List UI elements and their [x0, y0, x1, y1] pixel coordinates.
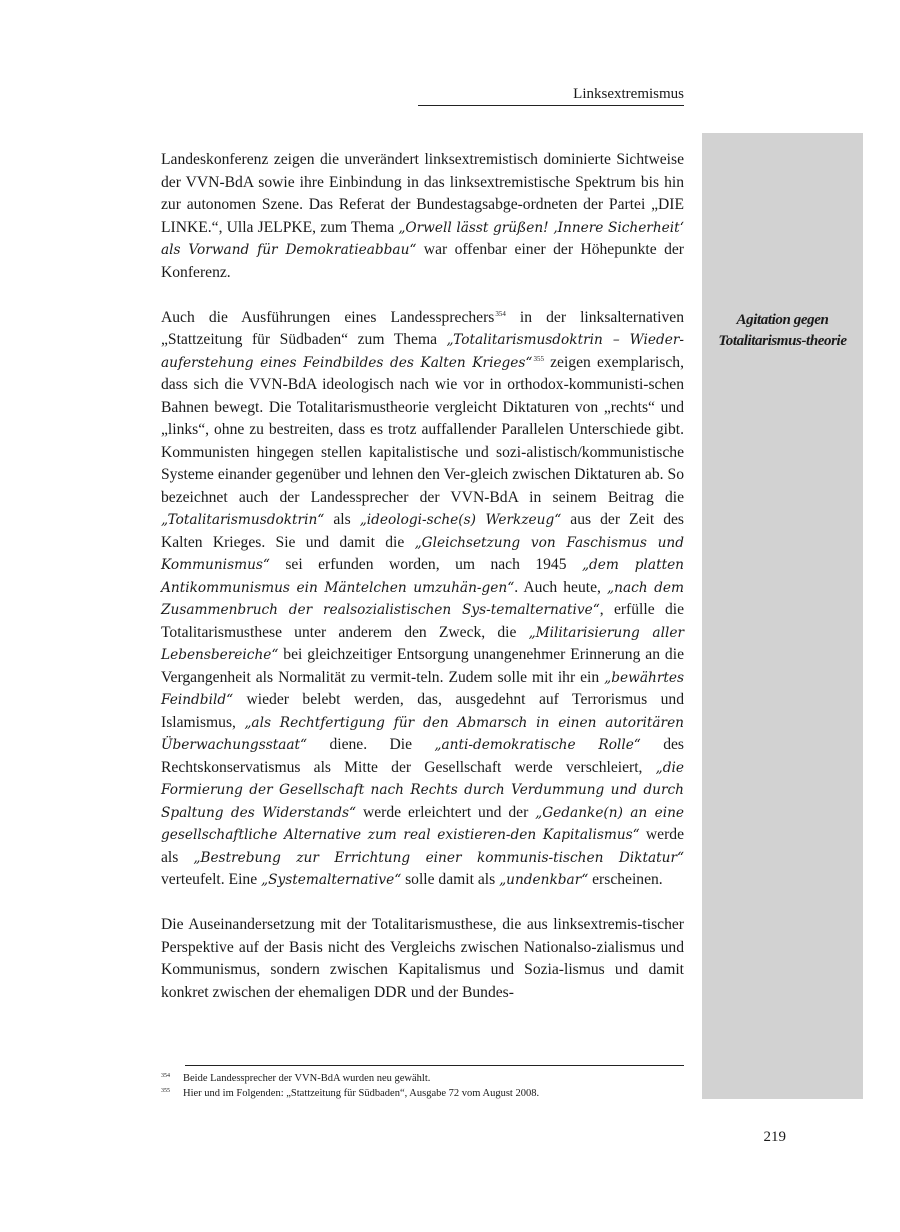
footnote-text: Hier und im Folgenden: „Stattzeitung für Südbaden“, Ausgabe 72 vom August 2008.: [183, 1088, 540, 1099]
text-run: sei erfunden worden, um nach 1945: [269, 556, 582, 573]
text-run: als: [324, 511, 360, 528]
paragraph-1: [161, 149, 684, 284]
paragraph-2: [161, 307, 684, 892]
quote-run: „Totalitarismusdoktrin – Wieder-auferstehung eines Feindbildes des Kalten Krieges“: [161, 332, 684, 371]
footnote-ref-355[interactable]: 355: [533, 354, 544, 363]
quote-run: „bewährtes Feindbild“: [161, 669, 684, 708]
quote-run: „Bestrebung zur Errichtung einer kommunis-tischen Diktatur“: [193, 849, 684, 866]
body-text: [161, 149, 684, 1027]
footnote-354: [161, 1071, 701, 1086]
text-run: solle damit als: [401, 871, 500, 888]
footnotes: [161, 1071, 701, 1101]
footnote-ref-354[interactable]: 354: [495, 309, 506, 318]
page-number: 219: [763, 1129, 786, 1145]
quote-run: „undenkbar“: [499, 872, 589, 888]
paragraph-3: [161, 914, 684, 1004]
text-run: werde erleichtert und der: [356, 803, 536, 821]
quote-run: „Totalitarismusdoktrin“: [161, 512, 325, 528]
footnote-355: [161, 1086, 701, 1101]
quote-run: „Orwell lässt grüßen! ‚Innere Sicherheit‘ als Vorwand für Demokratieabbau“: [161, 219, 684, 258]
text-run: werde als: [161, 826, 684, 866]
text-run: war offenbar einer der Höhepunkte der Konferenz.: [161, 241, 684, 281]
text-run: erscheinen.: [588, 871, 663, 888]
footnote-mark: 355: [161, 1088, 170, 1094]
running-head: Linksextremismus: [573, 86, 684, 102]
text-run: . Auch heute,: [514, 578, 608, 596]
margin-note: Agitation gegen Totalitarismus-theorie: [718, 312, 847, 349]
footnote-rule: [185, 1065, 684, 1066]
quote-run: „anti-demokratische Rolle“: [434, 737, 641, 753]
text-run: wieder belebt werden, das, ausgedehnt auf Terrorismus und Islamismus,: [161, 691, 684, 731]
text-run: zeigen exemplarisch, dass sich die VVN-BdA ideologisch nach wie vor in orthodox-kommunisti-schen Bahnen bewegt. Die Totalitarismustheorie vergleicht Diktaturen von „rechts“ und „links“, ohne zu bestreiten, dass es trotz auffallender Parallelen Unterschiede gibt. Kommunisten hingegen stellen kapitalistische und sozi-alistisch/kommunistische Systeme einander gegenüber und lehnen den Ver-gleich zwischen Diktaturen ab. So bezeichnet auch der Landessprecher der VVN-BdA in seinem Beitrag die: [161, 353, 684, 506]
footnote-mark: 354: [161, 1073, 170, 1079]
quote-run: „als Rechtfertigung für den Abmarsch in einen autoritären Überwachungsstaat“: [161, 714, 684, 753]
header-rule: [418, 105, 684, 106]
quote-run: „dem platten Antikommunismus ein Mäntelchen umzuhän-gen“: [161, 557, 684, 596]
quote-run: „Militarisierung aller Lebensbereiche“: [161, 624, 684, 663]
text-run: Die Auseinandersetzung mit der Totalitarismusthese, die aus linksextremis-tischer Perspektive auf der Basis nicht des Vergleichs zwischen Nationalso-zialismus und Kommunismus, sondern zwischen Kapitalismus und Sozia-lismus und damit konkret zwischen der ehemaligen DDR und der Bundes-: [161, 916, 684, 1001]
text-run: in der linksalternativen „Stattzeitung für Südbaden“ zum Thema: [161, 308, 684, 348]
quote-run: „die Formierung der Gesellschaft nach Rechts durch Verdummung und durch Spaltung des Widerstands“: [161, 759, 684, 821]
text-run: verteufelt. Eine: [161, 871, 262, 888]
quote-run: „Gleichsetzung von Faschismus und Kommunismus“: [161, 534, 685, 573]
quote-run: „nach dem Zusammenbruch der realsozialistischen Sys-temalternative“: [161, 579, 684, 618]
text-run: aus der Zeit des Kalten Krieges. Sie und damit die: [161, 511, 684, 551]
text-run: Auch die Ausführungen eines Landessprechers: [161, 308, 495, 326]
text-run: , erfülle die Totalitarismusthese unter anderem den Zweck, die: [161, 601, 685, 641]
quote-run: „Gedanke(n) an eine gesellschaftliche Alternative zum real existieren-den Kapitalismus“: [161, 804, 684, 843]
quote-run: „Systemalternative“: [261, 872, 402, 888]
quote-run: „ideologi-sche(s) Werkzeug“: [359, 512, 562, 528]
margin-sidebar: [702, 133, 863, 1099]
footnote-text: Beide Landessprecher der VVN-BdA wurden neu gewählt.: [183, 1073, 431, 1084]
text-run: diene. Die: [307, 736, 435, 753]
text-run: bei gleichzeitiger Entsorgung unangenehmer Erinnerung an die Vergangenheit als Normalität zu vermit-teln. Zudem solle mit ihr ein: [161, 646, 684, 686]
text-run: des Rechtskonservatismus als Mitte der Gesellschaft werde verschleiert,: [161, 736, 684, 776]
text-run: Landeskonferenz zeigen die unverändert linksextremistisch dominierte Sichtweise der VVN-BdA sowie ihre Einbindung in das linksextremistische Spektrum bis hin zur autonomen Szene. Das Referat der Bundestagsabge-ordneten der Partei „DIE LINKE.“, Ulla JELPKE, zum Thema: [161, 151, 684, 236]
